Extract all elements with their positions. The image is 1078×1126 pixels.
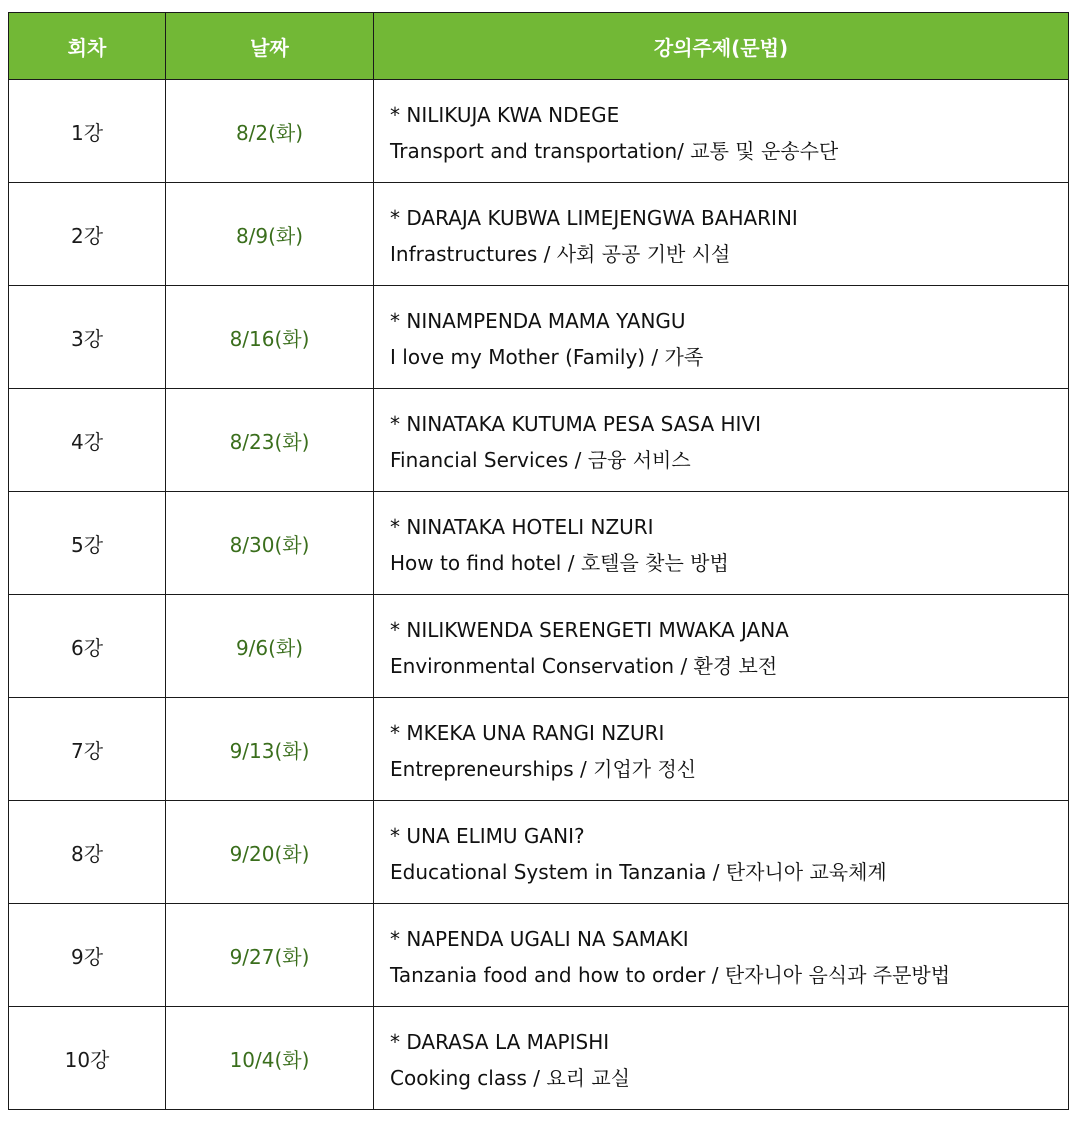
- topic-description: Transport and transportation/ 교통 및 운송수단: [390, 139, 839, 163]
- table-row: [9, 904, 1069, 1007]
- topic-cell: [374, 492, 1069, 595]
- date-cell: 10/4(화): [166, 1007, 374, 1110]
- topic-description: Entrepreneurships / 기업가 정신: [390, 757, 697, 781]
- date-cell: 9/20(화): [166, 801, 374, 904]
- topic-description: Tanzania food and how to order / 탄자니아 음식과 주문방법: [390, 963, 951, 987]
- topic-title: * NILIKUJA KWA NDEGE: [390, 103, 620, 127]
- table-row: [9, 286, 1069, 389]
- date-cell: 8/9(화): [166, 183, 374, 286]
- session-cell: 8강: [9, 801, 166, 904]
- topic-title: * NINATAKA KUTUMA PESA SASA HIVI: [390, 412, 761, 436]
- date-cell: 8/16(화): [166, 286, 374, 389]
- topic-title: * NILIKWENDA SERENGETI MWAKA JANA: [390, 618, 789, 642]
- date-cell: 9/13(화): [166, 698, 374, 801]
- topic-cell: [374, 286, 1069, 389]
- header-topic: 강의주제(문법): [374, 13, 1069, 80]
- session-cell: 5강: [9, 492, 166, 595]
- topic-cell: [374, 698, 1069, 801]
- session-cell: 7강: [9, 698, 166, 801]
- topic-cell: [374, 904, 1069, 1007]
- table-row: [9, 801, 1069, 904]
- topic-title: * DARASA LA MAPISHI: [390, 1030, 610, 1054]
- topic-description: How to find hotel / 호텔을 찾는 방법: [390, 551, 729, 575]
- topic-cell: [374, 389, 1069, 492]
- table-row: [9, 492, 1069, 595]
- table-row: [9, 389, 1069, 492]
- topic-title: * NINATAKA HOTELI NZURI: [390, 515, 654, 539]
- header-row: [9, 13, 1069, 80]
- session-cell: 6강: [9, 595, 166, 698]
- table-row: [9, 1007, 1069, 1110]
- topic-title: * DARAJA KUBWA LIMEJENGWA BAHARINI: [390, 206, 798, 230]
- session-cell: 4강: [9, 389, 166, 492]
- table-row: [9, 698, 1069, 801]
- date-cell: 8/23(화): [166, 389, 374, 492]
- date-cell: 8/2(화): [166, 80, 374, 183]
- table-row: [9, 183, 1069, 286]
- header-date: 날짜: [166, 13, 374, 80]
- topic-description: Infrastructures / 사회 공공 기반 시설: [390, 242, 731, 266]
- table-row: [9, 80, 1069, 183]
- topic-title: * UNA ELIMU GANI?: [390, 824, 585, 848]
- topic-description: Cooking class / 요리 교실: [390, 1066, 631, 1090]
- session-cell: 1강: [9, 80, 166, 183]
- topic-title: * NINAMPENDA MAMA YANGU: [390, 309, 686, 333]
- header-session: 회차: [9, 13, 166, 80]
- lecture-schedule-table: [8, 12, 1069, 1110]
- topic-cell: [374, 595, 1069, 698]
- session-cell: 9강: [9, 904, 166, 1007]
- topic-cell: [374, 183, 1069, 286]
- session-cell: 3강: [9, 286, 166, 389]
- topic-description: Financial Services / 금융 서비스: [390, 448, 691, 472]
- topic-description: I love my Mother (Family) / 가족: [390, 345, 704, 369]
- topic-title: * MKEKA UNA RANGI NZURI: [390, 721, 665, 745]
- table-header: [9, 13, 1069, 80]
- topic-cell: [374, 1007, 1069, 1110]
- topic-cell: [374, 80, 1069, 183]
- table-body: [9, 80, 1069, 1110]
- topic-description: Educational System in Tanzania / 탄자니아 교육체계: [390, 860, 887, 884]
- session-cell: 10강: [9, 1007, 166, 1110]
- topic-description: Environmental Conservation / 환경 보전: [390, 654, 778, 678]
- table-row: [9, 595, 1069, 698]
- date-cell: 9/6(화): [166, 595, 374, 698]
- topic-title: * NAPENDA UGALI NA SAMAKI: [390, 927, 689, 951]
- topic-cell: [374, 801, 1069, 904]
- session-cell: 2강: [9, 183, 166, 286]
- date-cell: 9/27(화): [166, 904, 374, 1007]
- date-cell: 8/30(화): [166, 492, 374, 595]
